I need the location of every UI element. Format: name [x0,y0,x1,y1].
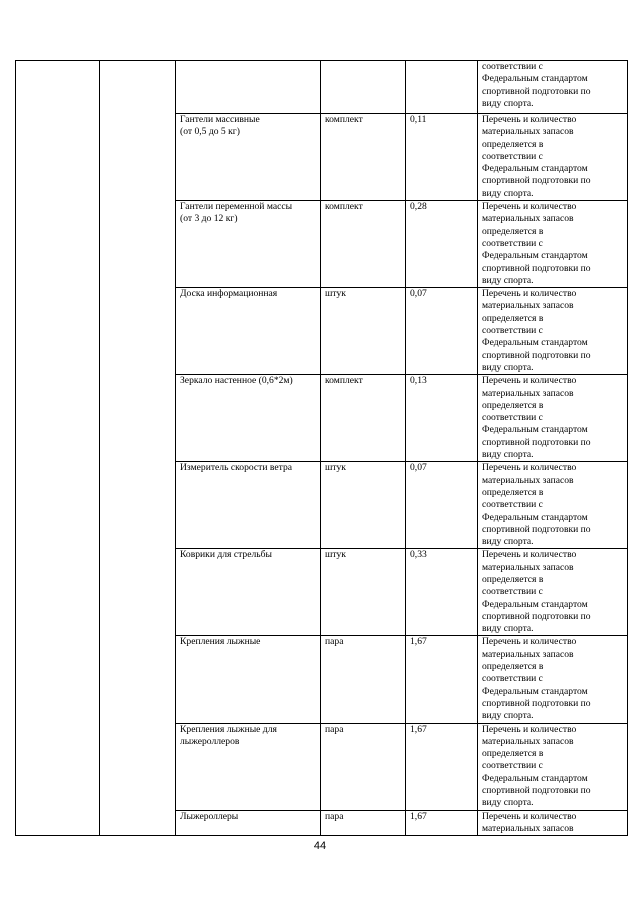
note-line: Перечень и количество [482,375,577,387]
note-cell [478,462,628,549]
item-name-cell [176,114,321,201]
note-line: Перечень и количество [482,201,577,213]
note-line: соответствии с [482,61,543,72]
note-line: Перечень и количество [482,462,577,474]
note-cell [478,201,628,288]
item-name-cell [176,61,321,114]
note-line: определяется в [482,661,544,673]
item-name-line: Гантели массивные [180,114,260,125]
note-line: виду спорта. [482,187,534,199]
amount-cell: 1,67 [406,810,478,836]
note-line: соответствии с [482,237,543,249]
note-line: спортивной подготовки по [482,85,591,97]
amount-cell: 0,07 [406,462,478,549]
amount-cell: 0,07 [406,288,478,375]
note-line: спортивной подготовки по [482,785,591,797]
table-body [16,61,628,836]
note-line: соответствии с [482,586,543,598]
empty-cell-col2 [100,61,176,836]
empty-cell-col1 [16,61,100,836]
amount-cell: 0,13 [406,375,478,462]
note-cell [478,810,628,836]
note-cell [478,288,628,375]
item-name-cell [176,288,321,375]
note-line: виду спорта. [482,536,534,548]
note-line: Федеральным стандартом [482,598,588,610]
note-cell [478,114,628,201]
unit-cell: штук [321,288,406,375]
note-line: Федеральным стандартом [482,250,588,262]
note-line: Федеральным стандартом [482,511,588,523]
note-line: виду спорта. [482,361,534,373]
unit-cell: комплект [321,375,406,462]
note-line: спортивной подготовки по [482,175,591,187]
note-line: Перечень и количество [482,636,577,648]
item-name-line: Крепления лыжные для [180,723,277,735]
item-name-cell [176,810,321,836]
note-line: материальных запасов [482,735,574,747]
equipment-table [15,60,628,836]
unit-cell [321,61,406,114]
note-line: определяется в [482,138,544,150]
note-line: Перечень и количество [482,114,577,125]
note-cell [478,375,628,462]
item-name-cell [176,723,321,810]
table-row [16,61,628,114]
unit-cell: штук [321,462,406,549]
item-name-line: Гантели переменной массы [180,201,293,213]
note-line: Федеральным стандартом [482,424,588,436]
item-name-line: Крепления лыжные [180,636,261,648]
item-name-cell [176,636,321,723]
unit-cell: пара [321,810,406,836]
item-name-line: (от 0,5 до 5 кг) [180,126,240,138]
item-name-cell [176,201,321,288]
item-name-cell [176,549,321,636]
amount-cell: 0,11 [406,114,478,201]
note-cell [478,636,628,723]
unit-cell: штук [321,549,406,636]
item-name-line: Лыжероллеры [180,810,239,822]
note-line: спортивной подготовки по [482,523,591,535]
amount-cell: 0,33 [406,549,478,636]
note-line: Перечень и количество [482,723,577,735]
note-line: спортивной подготовки по [482,349,591,361]
amount-cell [406,61,478,114]
note-line: определяется в [482,399,544,411]
note-line: определяется в [482,486,544,498]
note-line: материальных запасов [482,126,574,138]
note-line: Федеральным стандартом [482,685,588,697]
note-line: спортивной подготовки по [482,610,591,622]
note-line: материальных запасов [482,648,574,660]
note-line: Федеральным стандартом [482,73,588,85]
note-line: виду спорта. [482,797,534,809]
note-line: соответствии с [482,412,543,424]
note-line: определяется в [482,312,544,324]
note-line: материальных запасов [482,561,574,573]
note-line: определяется в [482,573,544,585]
note-line: материальных запасов [482,300,574,312]
note-line: Федеральным стандартом [482,163,588,175]
note-line: соответствии с [482,150,543,162]
note-line: виду спорта. [482,97,534,109]
amount-cell: 1,67 [406,636,478,723]
item-name-line: Измеритель скорости ветра [180,462,292,474]
item-name-line: Коврики для стрельбы [180,549,272,561]
item-name-cell [176,375,321,462]
note-line: определяется в [482,225,544,237]
unit-cell: пара [321,636,406,723]
unit-cell: комплект [321,201,406,288]
note-line: определяется в [482,748,544,760]
page-number: 44 [313,840,327,852]
note-line: соответствии с [482,499,543,511]
note-cell [478,549,628,636]
item-name-line: Доска информационная [180,288,278,300]
note-line: соответствии с [482,760,543,772]
note-line: Перечень и количество [482,288,577,300]
item-name-line: (от 3 до 12 кг) [180,213,238,225]
note-line: спортивной подготовки по [482,262,591,274]
item-name-cell [176,462,321,549]
note-line: материальных запасов [482,822,574,834]
note-line: материальных запасов [482,387,574,399]
note-line: соответствии с [482,673,543,685]
note-line: Перечень и количество [482,549,577,561]
amount-cell: 1,67 [406,723,478,810]
note-line: материальных запасов [482,213,574,225]
note-line: виду спорта. [482,274,534,286]
note-line: виду спорта. [482,449,534,461]
note-cell [478,723,628,810]
note-line: Федеральным стандартом [482,337,588,349]
note-line: спортивной подготовки по [482,697,591,709]
note-line: спортивной подготовки по [482,436,591,448]
note-line: Перечень и количество [482,810,577,822]
unit-cell: пара [321,723,406,810]
amount-cell: 0,28 [406,201,478,288]
note-cell [478,61,628,114]
note-line: виду спорта. [482,710,534,722]
item-name-line: лыжероллеров [180,735,240,747]
item-name-line: Зеркало настенное (0,6*2м) [180,375,293,387]
note-line: Федеральным стандартом [482,772,588,784]
note-line: виду спорта. [482,623,534,635]
note-line: соответствии с [482,325,543,337]
note-line: материальных запасов [482,474,574,486]
unit-cell: комплект [321,114,406,201]
